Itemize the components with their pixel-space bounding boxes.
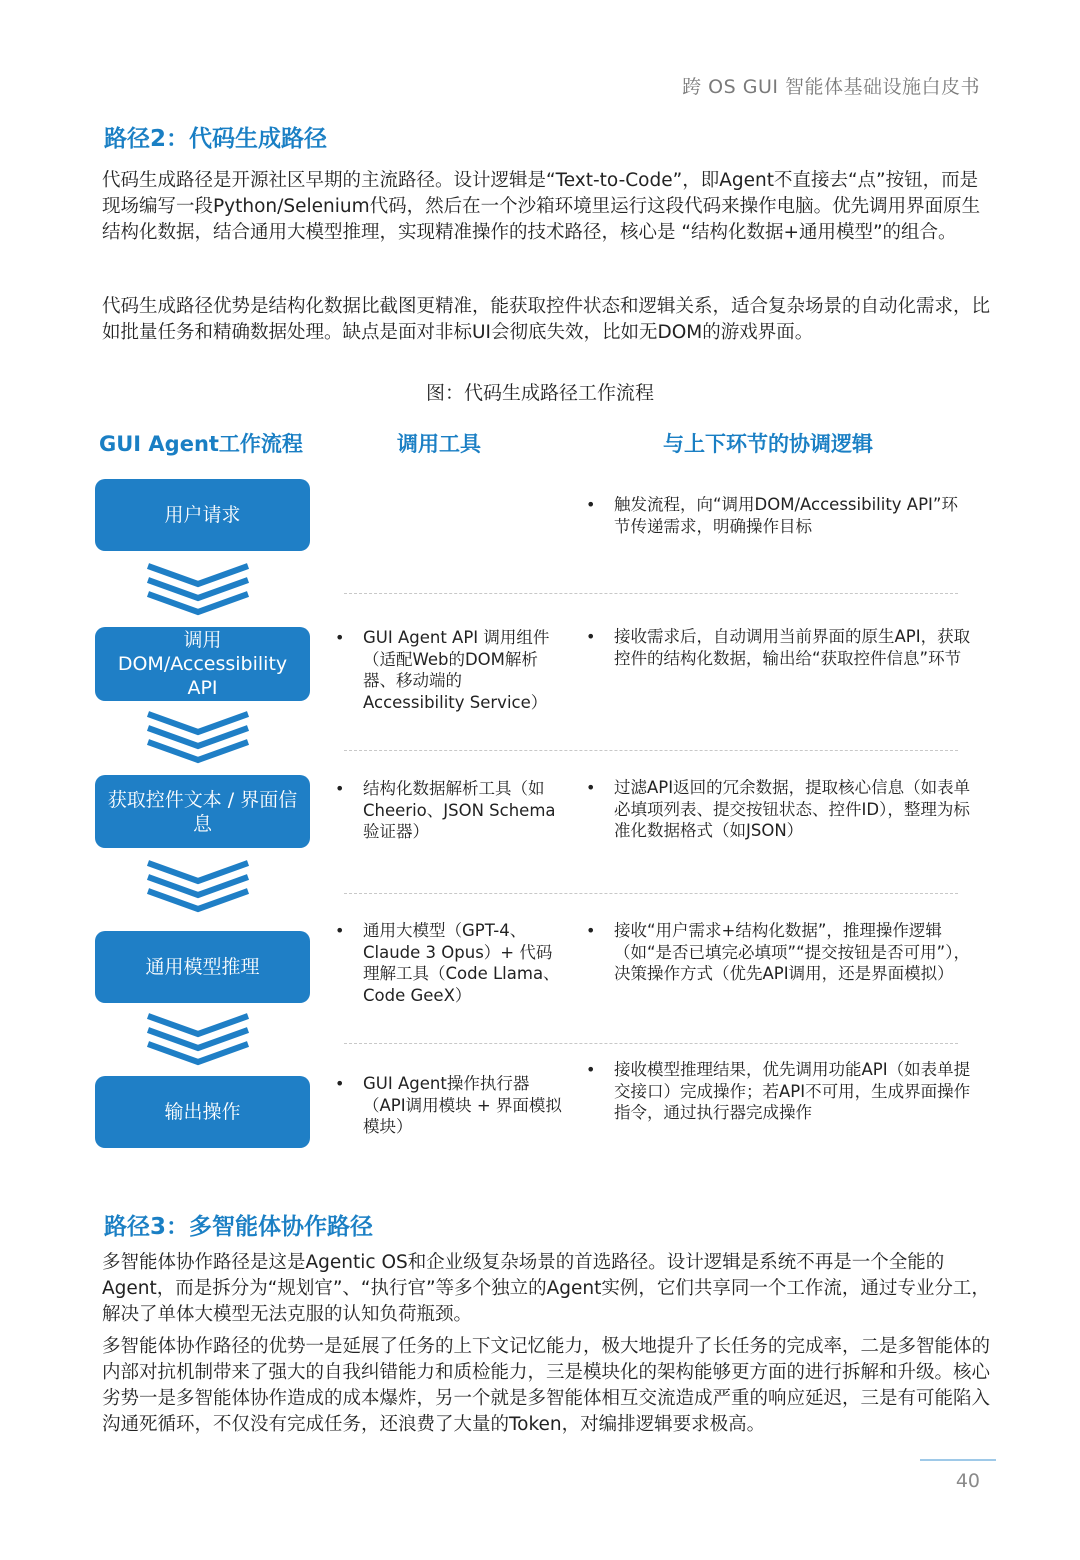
page-number-rule	[920, 1459, 996, 1461]
section3-title: 路径3：多智能体协作路径	[104, 1214, 374, 1240]
section2-title: 路径2：代码生成路径	[104, 126, 328, 152]
row-separator	[344, 893, 958, 894]
row-separator	[344, 750, 958, 751]
column-header-tools: 调用工具	[397, 432, 481, 456]
column-header-coordination: 与上下环节的协调逻辑	[663, 432, 873, 456]
chevron-down-icon	[142, 857, 254, 915]
section2-paragraph-2: 代码生成路径优势是结构化数据比截图更精准，能获取控件状态和逻辑关系，适合复杂场景的自动化需求，比如批量任务和精确数据处理。缺点是面对非标UI会彻底失效，比如无DOM的游戏界面。	[102, 296, 991, 343]
tools-step3: • 结构化数据解析工具（如 Cheerio、JSON Schema 验证器）	[335, 779, 556, 841]
chevron-down-icon	[142, 708, 254, 766]
column-header-workflow: GUI Agent工作流程	[99, 432, 303, 456]
workflow-step-get-control-info: 获取控件文本 / 界面信息	[95, 775, 310, 848]
coordination-logic-step1: • 触发流程，向“调用DOM/Accessibility API”环节传递需求，明确操作目标	[586, 495, 958, 536]
chevron-down-icon	[142, 560, 254, 618]
section3-paragraph-2: 多智能体协作路径的优势一是延展了任务的上下文记忆能力，极大地提升了长任务的完成率，二是多智能体的内部对抗机制带来了强大的自我纠错能力和质检能力，三是模块化的架构能够更方面的进行拆解和升级。核心劣势一是多智能体协作造成的成本爆炸，另一个就是多智能体相互交流造成严重的响应延迟，三是有可能陷入沟通死循环，不仅没有完成任务，还浪费了大量的Token，对编排逻辑要求极高。	[102, 1336, 991, 1435]
coordination-logic-step4: • 接收“用户需求+结构化数据”，推理操作逻辑（如“是否已填完必填项”“提交按钮是否可用”），决策操作方式（优先API调用，还是界面模拟）	[586, 921, 970, 983]
workflow-step-model-inference: 通用模型推理	[95, 931, 310, 1003]
tools-step5: • GUI Agent操作执行器（API调用模块 + 界面模拟模块）	[335, 1074, 562, 1136]
coordination-logic-step3: • 过滤API返回的冗余数据，提取核心信息（如表单必填项列表、提交按钮状态、控件ID），整理为标准化数据格式（如JSON）	[586, 778, 971, 840]
workflow-step-output-action: 输出操作	[95, 1076, 310, 1148]
row-separator	[344, 1043, 958, 1044]
document-header-title: 跨 OS GUI 智能体基础设施白皮书	[682, 76, 980, 98]
tools-step4: • 通用大模型（GPT-4、Claude 3 Opus）+ 代码理解工具（Code Llama、Code GeeX）	[335, 921, 560, 1005]
coordination-logic-step5: • 接收模型推理结果，优先调用功能API（如表单提交接口）完成操作；若API不可用，生成界面操作指令，通过执行器完成操作	[586, 1060, 971, 1122]
row-separator	[344, 593, 958, 594]
section3-paragraph-1: 多智能体协作路径是这是Agentic OS和企业级复杂场景的首选路径。设计逻辑是系统不再是一个全能的Agent，而是拆分为“规划官”、“执行官”等多个独立的Agent实例，它们共享同一个工作流，通过专业分工，解决了单体大模型无法克服的认知负荷瓶颈。	[102, 1252, 990, 1325]
workflow-step-call-dom-api: 调用DOM/Accessibility API	[95, 627, 310, 701]
figure-caption: 图：代码生成路径工作流程	[425, 382, 654, 404]
tools-step2: • GUI Agent API 调用组件（适配Web的DOM解析器、移动端的Accessibility Service）	[335, 628, 550, 712]
section2-paragraph-1: 代码生成路径是开源社区早期的主流路径。设计逻辑是“Text-to-Code”，即Agent不直接去“点”按钮，而是现场编写一段Python/Selenium代码，然后在一个沙箱环境里运行这段代码来操作电脑。优先调用界面原生结构化数据，结合通用大模型推理，实现精准操作的技术路径，核心是 “结构化数据+通用模型”的组合。	[102, 170, 981, 243]
workflow-step-user-request: 用户请求	[95, 479, 310, 551]
coordination-logic-step2: • 接收需求后，自动调用当前界面的原生API，获取控件的结构化数据，输出给“获取控件信息”环节	[586, 627, 971, 668]
chevron-down-icon	[142, 1010, 254, 1068]
page-number: 40	[955, 1470, 980, 1492]
